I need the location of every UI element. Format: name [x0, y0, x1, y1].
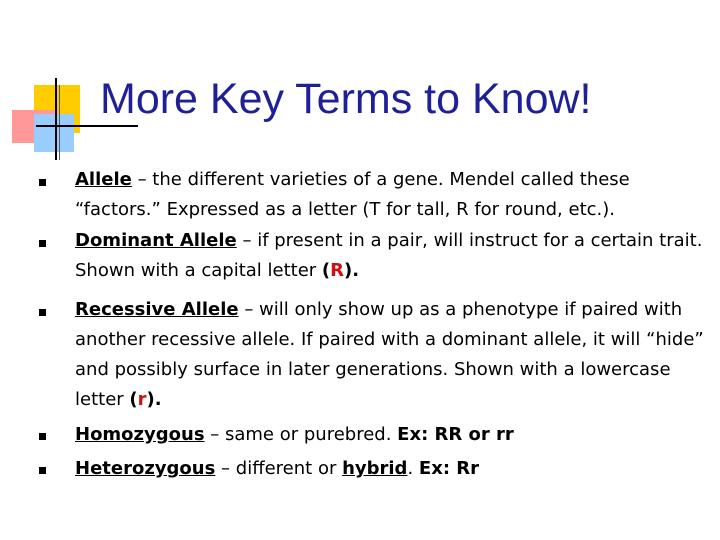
bullet-text: [75, 295, 715, 415]
paren-open: (: [129, 389, 138, 410]
term-homozygous: Homozygous: [75, 424, 205, 445]
term-recessive-allele: Recessive Allele: [75, 299, 239, 320]
highlight-letter-lowercase: r: [137, 389, 147, 410]
term-hybrid: hybrid: [342, 458, 408, 479]
bullet-marker: [39, 433, 46, 440]
paren-close: ).: [344, 260, 360, 281]
definition-text: – the different varieties of a gene. Mendel called these: [131, 169, 630, 190]
paren-close: ).: [146, 389, 162, 410]
definition-text: .: [407, 458, 419, 479]
definition-text: and possibly surface in later generations. Shown with a lowercase: [75, 359, 671, 380]
term-dominant-allele: Dominant Allele: [75, 230, 237, 251]
bullet-marker: [39, 309, 46, 316]
bullet-text: [75, 420, 715, 450]
definition-text: another recessive allele. If paired with a dominant allele, it will “hide”: [75, 329, 704, 350]
bullet-marker: [39, 467, 46, 474]
example-text: Ex: Rr: [418, 458, 480, 479]
bullet-text: [75, 454, 715, 484]
definition-text: – will only show up as a phenotype if paired with: [238, 299, 683, 320]
bullet-text: [75, 165, 715, 225]
term-heterozygous: Heterozygous: [75, 458, 216, 479]
highlight-letter-capital: R: [330, 260, 345, 281]
slide-title: More Key Terms to Know!: [100, 75, 592, 123]
definition-text: letter: [75, 389, 130, 410]
term-allele: Allele: [75, 169, 132, 190]
definition-text: – if present in a pair, will instruct for a certain trait.: [236, 230, 703, 251]
bullet-marker: [39, 240, 46, 247]
bullet-text: [75, 226, 715, 286]
definition-text: Shown with a capital letter: [75, 260, 322, 281]
bullet-marker: [39, 179, 46, 186]
definition-text: “factors.” Expressed as a letter (T for tall, R for round, etc.).: [75, 199, 615, 220]
definition-text: – same or purebred.: [204, 424, 398, 445]
example-text: Ex: RR or rr: [397, 424, 514, 445]
paren-open: (: [321, 260, 331, 281]
definition-text: – different or: [215, 458, 343, 479]
